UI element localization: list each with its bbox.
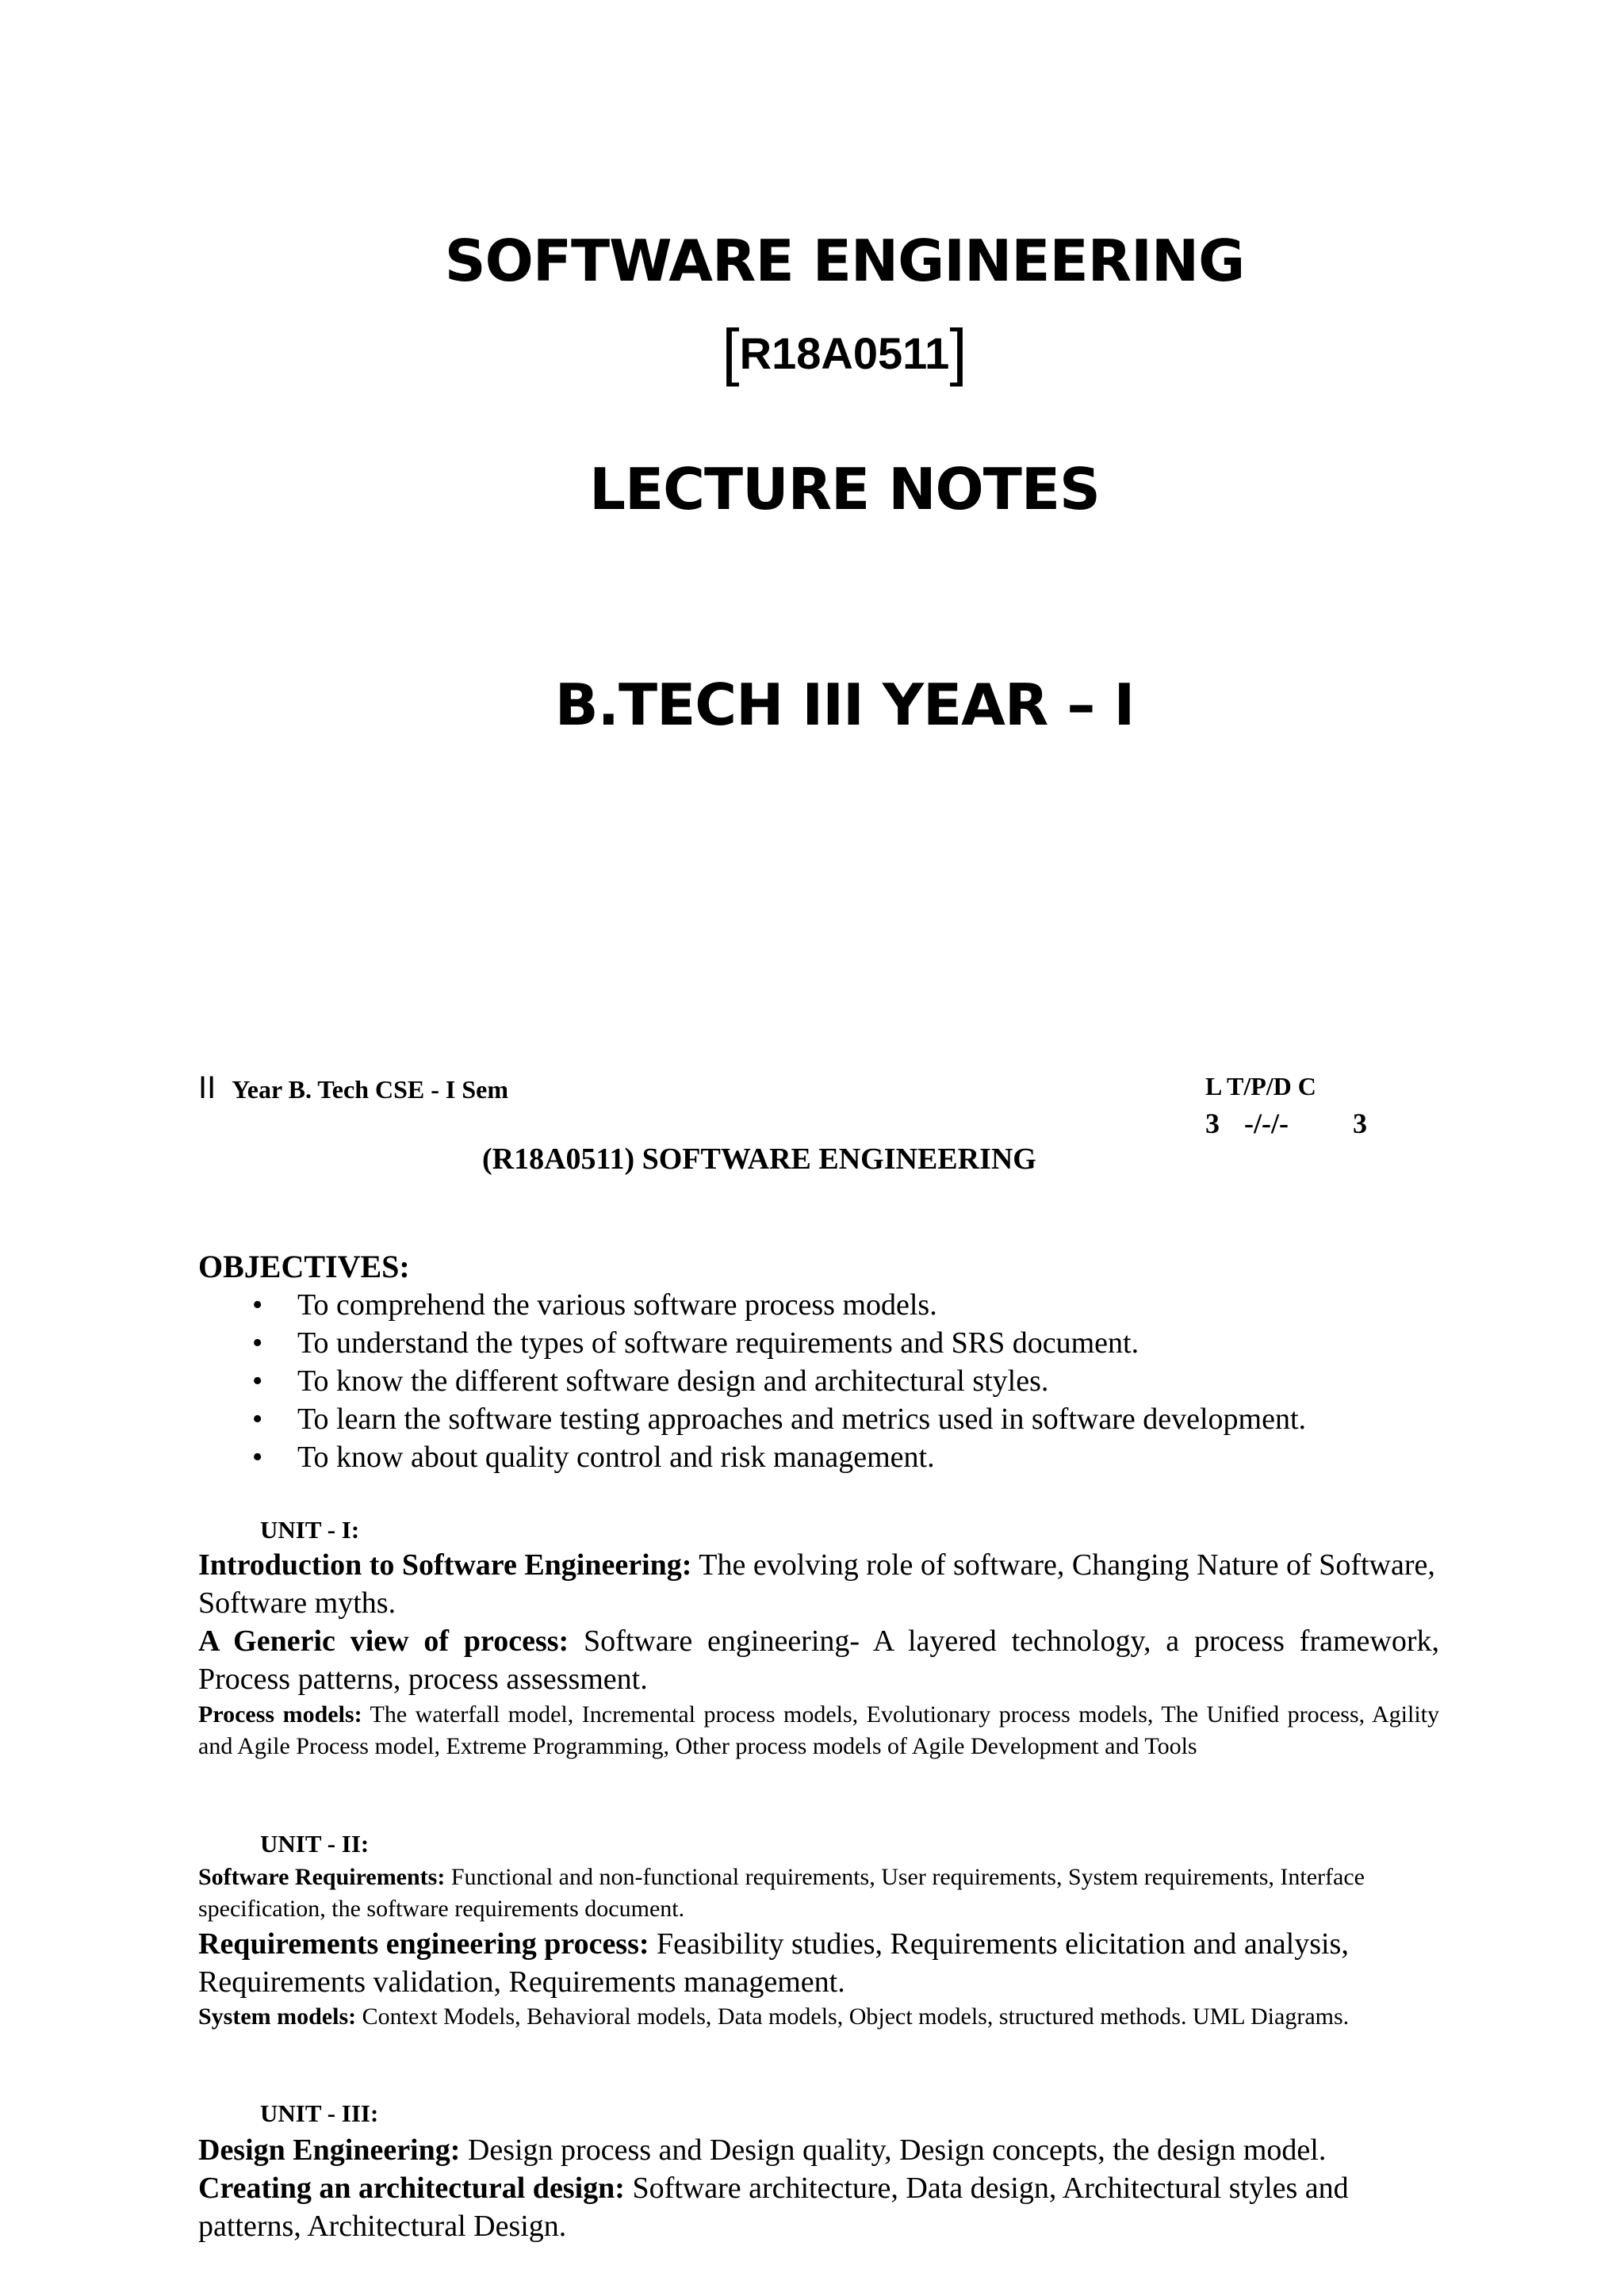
unit-1-generic-heading: A Generic view of process: xyxy=(198,1624,569,1658)
unit-3-architecture-heading: Creating an architectural design: xyxy=(198,2172,625,2205)
objectives-list xyxy=(198,1286,1306,1476)
c-value: 3 xyxy=(1352,1108,1367,1139)
unit-1-title: UNIT - I: xyxy=(260,1516,360,1544)
unit-3-design-heading: Design Engineering: xyxy=(198,2133,461,2167)
objectives-title: OBJECTIVES: xyxy=(198,1249,410,1284)
unit-2-requirements-paragraph: Software Requirements: Functional and non-functional requirements, User requirements, System requirements, Interface specification, the software requirements document. xyxy=(198,1864,1365,1922)
course-title: SOFTWARE ENGINEERING xyxy=(444,228,1245,294)
bracket-close: ] xyxy=(949,316,967,387)
bullet-icon: • xyxy=(252,1288,263,1322)
unit-2-engineering-paragraph: Requirements engineering process: Feasibility studies, Requirements elicitation and analysis, Requirements validation, Requirements management. xyxy=(198,1927,1349,1999)
doc-type-title: LECTURE NOTES xyxy=(589,456,1100,522)
ltpdc-values xyxy=(1205,1107,1367,1140)
bullet-icon: • xyxy=(252,1441,263,1474)
course-code-line xyxy=(0,317,1624,387)
roman-numeral: II xyxy=(198,1070,216,1105)
year-sem-line xyxy=(198,1070,508,1106)
year-title: B.TECH III YEAR – I xyxy=(554,672,1135,738)
unit-3-title: UNIT - III: xyxy=(260,2099,379,2127)
tpd-value: -/-/- xyxy=(1244,1108,1289,1139)
unit-2-title: UNIT - II: xyxy=(260,1830,370,1858)
unit-2-system-models-heading: System models: xyxy=(198,2003,357,2030)
objective-item: • To learn the software testing approaches and metrics used in software development. xyxy=(198,1400,1306,1438)
objective-item: • To know about quality control and risk management. xyxy=(198,1438,1306,1476)
unit-1-intro-heading: Introduction to Software Engineering: xyxy=(198,1548,692,1582)
course-code: R18A0511 xyxy=(739,328,950,378)
year-sem: Year B. Tech CSE - I Sem xyxy=(232,1075,509,1104)
unit-1-generic-paragraph: A Generic view of process: Software engineering- A layered technology, a process framework, Process patterns, process assessment. xyxy=(198,1624,1439,1696)
objective-item: • To understand the types of software requirements and SRS document. xyxy=(198,1324,1306,1362)
objective-item: • To know the different software design and architectural styles. xyxy=(198,1362,1306,1400)
unit-3-design-paragraph: Design Engineering: Design process and Design quality, Design concepts, the design model. xyxy=(198,2133,1327,2167)
bullet-icon: • xyxy=(252,1402,263,1436)
unit-3-architecture-paragraph: Creating an architectural design: Software architecture, Data design, Architectural styles and patterns, Architectural Design. xyxy=(198,2172,1349,2243)
ltpdc-label: L T/P/D C xyxy=(1205,1072,1316,1100)
bracket-open: [ xyxy=(722,316,740,387)
unit-1-process-heading: Process models: xyxy=(198,1701,362,1728)
unit-1-process-paragraph: Process models: The waterfall model, Incremental process models, Evolutionary process models, The Unified process, Agility and Agile Process model, Extreme Programming, Other process models of Agile Development and Tools xyxy=(198,1701,1439,1759)
bullet-icon: • xyxy=(252,1364,263,1398)
l-value: 3 xyxy=(1205,1108,1220,1139)
objective-item: • To comprehend the various software process models. xyxy=(198,1286,1306,1324)
bullet-icon: • xyxy=(252,1326,263,1360)
unit-2-system-models-paragraph: System models: Context Models, Behavioral models, Data models, Object models, structured methods. UML Diagrams. xyxy=(198,2003,1350,2030)
unit-2-requirements-heading: Software Requirements: xyxy=(198,1864,446,1890)
unit-1-intro-paragraph: Introduction to Software Engineering: The evolving role of software, Changing Nature of Software, Software myths. xyxy=(198,1548,1435,1620)
unit-2-engineering-heading: Requirements engineering process: xyxy=(198,1927,649,1961)
subject-line: (R18A0511) SOFTWARE ENGINEERING xyxy=(482,1142,1036,1176)
